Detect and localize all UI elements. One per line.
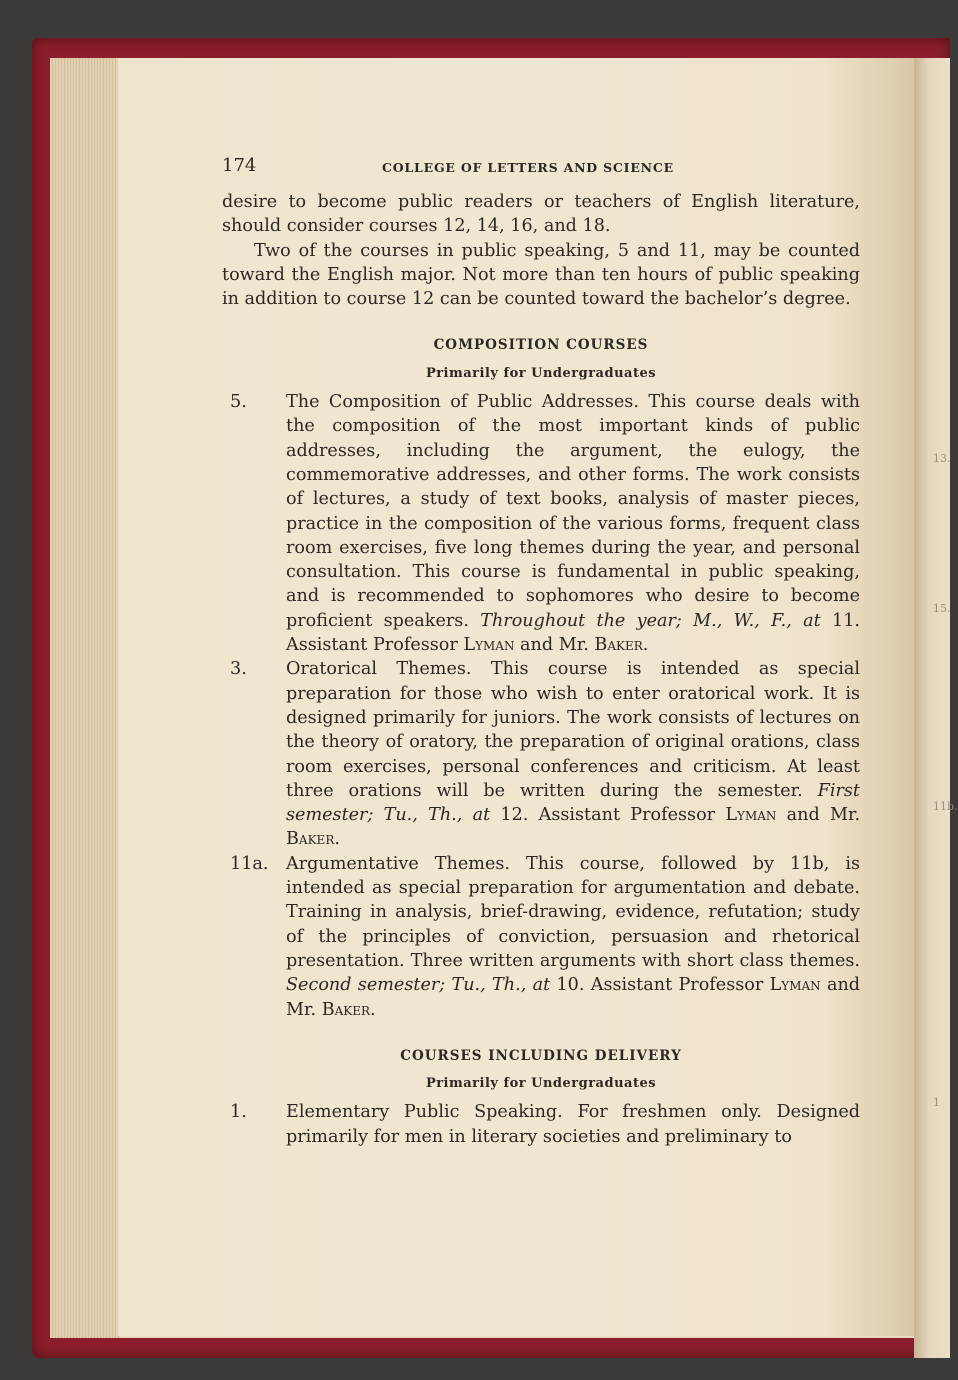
instructor-prefix: Assistant Professor — [538, 805, 716, 826]
course-schedule: Second semester; Tu., Th., at — [286, 975, 551, 996]
course-hour: 11. — [832, 610, 861, 631]
course-description: Elementary Public Speaking. For freshmen only. Designed primarily for men in literary societies and preliminary to — [286, 1102, 860, 1147]
adjacent-page-mark: 11b. — [933, 800, 958, 813]
course-entry — [222, 1100, 860, 1149]
instructor-name: Lyman — [725, 805, 777, 826]
page-number: 174 — [222, 155, 257, 176]
intro-paragraph: Two of the courses in public speaking, 5 and 11, may be counted toward the English major. Not more than ten hours of public speaking in addition to course 12 can be counted toward the bachelor’s degree. — [222, 240, 860, 310]
course-schedule: First semester; Tu., Th., at — [286, 780, 860, 826]
course-number: 1. — [230, 1102, 247, 1123]
instructor-name: Baker. — [321, 999, 376, 1020]
instructor-join: and Mr. — [786, 805, 861, 826]
page-edges — [50, 58, 120, 1338]
course-entry — [222, 852, 860, 1022]
course-entry — [222, 657, 860, 851]
intro-paragraph: desire to become public readers or teachers of English literature, should consider courses 12, 14, 16, and 18. — [222, 192, 860, 237]
page-header — [222, 150, 860, 190]
page-content — [222, 150, 860, 1149]
instructor-name: Baker. — [594, 635, 649, 656]
instructor-name: Baker. — [286, 829, 340, 850]
section-subheading: Primarily for Undergraduates — [425, 1076, 657, 1092]
instructor-join: and Mr. — [286, 975, 861, 1020]
adjacent-page-mark: 13. — [933, 452, 951, 465]
course-hour: 12. — [500, 805, 529, 826]
instructor-name: Lyman — [463, 635, 515, 656]
course-number: 3. — [230, 659, 247, 680]
course-number: 5. — [230, 392, 247, 413]
adjacent-page-mark: 15. — [933, 602, 951, 615]
course-hour: 10. — [556, 975, 585, 996]
section-heading: COMPOSITION COURSES — [433, 337, 649, 354]
adjacent-page-mark: 1 — [933, 1096, 940, 1109]
adjacent-page-edge — [914, 58, 950, 1358]
course-description: The Composition of Public Addresses. This course deals with the composition of the most important kinds of public addresses, including the argument, the eulogy, the commemorative addresses, and other forms. The work consists of lectures, a study of text books, analysis of master pieces, practice in the composition of the various forms, frequent class room exercises, five long themes during the year, and personal consultation. This course is fundamental in public speaking, and is recommended to sophomores who desire to become proficient speakers. — [286, 392, 860, 631]
section-subheading: Primarily for Undergraduates — [425, 365, 657, 381]
course-description: Oratorical Themes. This course is intended as special preparation for those who wish to enter oratorical work. It is designed primarily for juniors. The work consists of lectures on the theory of oratory, the preparation of original orations, class room exercises, personal conferences and criticism. At least three orations will be written during the semester. — [286, 659, 860, 801]
running-head: COLLEGE OF LETTERS AND SCIENCE — [382, 160, 674, 175]
instructor-prefix: Assistant Professor — [590, 975, 764, 996]
instructor-join: and Mr. — [520, 635, 589, 656]
course-entry — [222, 390, 860, 657]
course-schedule: Throughout the year; M., W., F., at — [480, 610, 821, 631]
course-description: Argumentative Themes. This course, followed by 11b, is intended as special preparation for argumentation and debate. Training in analysis, brief-drawing, evidence, refutation; study of the principles of conviction, persuasion and rhetorical presentation. Three written arguments with short class themes. — [286, 853, 860, 971]
course-number: 11a. — [230, 853, 269, 874]
instructor-prefix: Assistant Professor — [286, 635, 458, 656]
section-heading: COURSES INCLUDING DELIVERY — [400, 1047, 682, 1064]
instructor-name: Lyman — [769, 975, 821, 996]
